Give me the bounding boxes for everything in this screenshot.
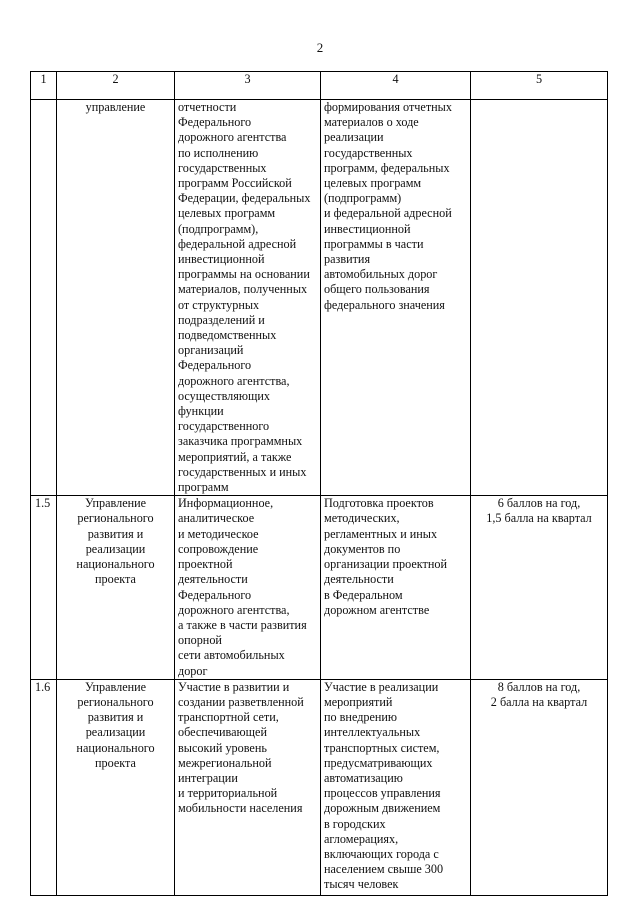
- cell-text-line: предусматривающих: [324, 755, 433, 770]
- cell-text-line: проекта: [95, 572, 136, 587]
- row-number-cell: 1.6: [31, 679, 57, 895]
- cell-text-line: интеллектуальных: [324, 725, 421, 740]
- cell-text-line: государственных: [324, 145, 413, 160]
- header-cell: 2: [57, 72, 175, 100]
- cell-text-line: агломерациях,: [324, 831, 399, 846]
- header-cell: 3: [175, 72, 321, 100]
- cell-text-line: сопровождение: [178, 541, 259, 556]
- cell-text-line: подразделений и: [178, 312, 265, 327]
- cell-text-line: Подготовка проектов: [324, 496, 434, 511]
- department-cell: [57, 100, 175, 496]
- criteria-table: [30, 71, 608, 896]
- cell-text-line: а также в части развития: [178, 617, 307, 632]
- cell-text-line: материалов, полученных: [178, 282, 308, 297]
- cell-text-line: организаций: [178, 343, 244, 358]
- cell-text-line: дорожном агентстве: [324, 602, 430, 617]
- function-cell: [175, 100, 321, 496]
- cell-text-line: Федерального: [178, 587, 252, 602]
- criterion-cell: [321, 496, 471, 679]
- cell-text-line: в городских: [324, 816, 386, 831]
- cell-text-line: развития: [324, 252, 371, 267]
- cell-text-line: национального: [76, 740, 155, 755]
- department-cell: [57, 679, 175, 895]
- table-row: [31, 679, 608, 895]
- cell-text-line: национального: [76, 557, 155, 572]
- cell-text-line: реализации: [324, 130, 384, 145]
- cell-text-line: процессов управления: [324, 786, 441, 801]
- cell-text-line: создании разветвленной: [178, 694, 304, 709]
- cell-text-line: и методическое: [178, 526, 259, 541]
- cell-text-line: 2 балла на квартал: [490, 694, 588, 709]
- cell-text-line: Управление: [84, 679, 147, 694]
- cell-text-line: организации проектной: [324, 557, 447, 572]
- cell-text-line: включающих города с: [324, 846, 439, 861]
- cell-text-line: дорожного агентства,: [178, 373, 290, 388]
- cell-text-line: Управление: [84, 496, 147, 511]
- cell-text-line: от структурных: [178, 297, 260, 312]
- cell-text-line: общего пользования: [324, 282, 430, 297]
- cell-text-line: реализации: [85, 725, 146, 740]
- cell-text-line: инвестиционной: [178, 252, 265, 267]
- cell-text-line: транспортной сети,: [178, 710, 279, 725]
- criterion-cell: [321, 679, 471, 895]
- cell-text-line: целевых программ: [324, 176, 422, 191]
- cell-text-line: Участие в реализации: [324, 679, 439, 694]
- cell-text-line: тысяч человек: [324, 877, 399, 892]
- cell-text-line: высокий уровень: [178, 740, 267, 755]
- cell-text-line: мероприятий, а также: [178, 449, 292, 464]
- cell-text-line: в Федеральном: [324, 587, 403, 602]
- cell-text-line: реализации: [85, 541, 146, 556]
- cell-text-line: Информационное,: [178, 496, 274, 511]
- cell-text-line: осуществляющих: [178, 388, 270, 403]
- cell-text-line: Участие в развитии и: [178, 679, 290, 694]
- cell-text-line: заказчика программных: [178, 434, 303, 449]
- cell-text-line: мероприятий: [324, 694, 393, 709]
- cell-text-line: регионального: [77, 694, 154, 709]
- cell-text-line: аналитическое: [178, 511, 255, 526]
- cell-text-line: и территориальной: [178, 786, 278, 801]
- function-cell: [175, 496, 321, 679]
- cell-text-line: программ: [178, 480, 229, 495]
- row-number-cell: 1.5: [31, 496, 57, 679]
- department-cell: [57, 496, 175, 679]
- cell-text-line: методических,: [324, 511, 400, 526]
- cell-text-line: автомобильных дорог: [324, 267, 438, 282]
- cell-text-line: отчетности: [178, 100, 237, 114]
- cell-text-line: управление: [85, 100, 146, 114]
- cell-text-line: межрегиональной: [178, 755, 272, 770]
- cell-text-line: обеспечивающей: [178, 725, 267, 740]
- cell-text-line: транспортных систем,: [324, 740, 440, 755]
- cell-text-line: (подпрограмм): [324, 191, 402, 206]
- cell-text-line: населением свыше 300: [324, 862, 444, 877]
- header-cell: 1: [31, 72, 57, 100]
- cell-text-line: 6 баллов на год,: [497, 496, 581, 511]
- cell-text-line: сети автомобильных: [178, 648, 285, 663]
- cell-text-line: инвестиционной: [324, 221, 411, 236]
- table-row: [31, 100, 608, 496]
- cell-text-line: регионального: [77, 511, 154, 526]
- cell-text-line: деятельности: [178, 572, 248, 587]
- cell-text-line: государственных: [178, 160, 267, 175]
- cell-text-line: Федерального: [178, 358, 252, 373]
- cell-text-line: дорог: [178, 663, 208, 678]
- cell-text-line: федеральной адресной: [178, 236, 297, 251]
- cell-text-line: проекта: [95, 755, 136, 770]
- cell-text-line: Федерации, федеральных: [178, 191, 311, 206]
- cell-text-line: государственных и иных: [178, 464, 307, 479]
- cell-text-line: 1,5 балла на квартал: [486, 511, 592, 526]
- cell-text-line: и федеральной адресной: [324, 206, 452, 221]
- criterion-cell: [321, 100, 471, 496]
- cell-text-line: функции: [178, 404, 224, 419]
- table-header-row: [31, 72, 608, 100]
- cell-text-line: государственного: [178, 419, 270, 434]
- cell-text-line: по исполнению: [178, 145, 259, 160]
- cell-text-line: развития и: [87, 710, 144, 725]
- cell-text-line: развития и: [87, 526, 144, 541]
- cell-text-line: дорожного агентства,: [178, 602, 290, 617]
- cell-text-line: проектной: [178, 557, 233, 572]
- cell-text-line: регламентных и иных: [324, 526, 438, 541]
- cell-text-line: мобильности населения: [178, 801, 303, 816]
- cell-text-line: программ Российской: [178, 176, 292, 191]
- cell-text-line: формирования отчетных: [324, 100, 452, 114]
- cell-text-line: программы в части: [324, 236, 424, 251]
- cell-text-line: по внедрению: [324, 710, 398, 725]
- cell-text-line: деятельности: [324, 572, 394, 587]
- cell-text-line: материалов о ходе: [324, 115, 419, 130]
- cell-text-line: дорожным движением: [324, 801, 441, 816]
- cell-text-line: целевых программ: [178, 206, 276, 221]
- cell-text-line: опорной: [178, 633, 222, 648]
- cell-text-line: программ, федеральных: [324, 160, 450, 175]
- cell-text-line: документов по: [324, 541, 401, 556]
- cell-text-line: автоматизацию: [324, 770, 403, 785]
- cell-text-line: (подпрограмм),: [178, 221, 259, 236]
- row-number-cell: [31, 100, 57, 496]
- cell-text-line: программы на основании: [178, 267, 310, 282]
- cell-text-line: федерального значения: [324, 297, 445, 312]
- page-number: 2: [316, 40, 324, 55]
- score-cell: [471, 679, 608, 895]
- cell-text-line: интеграции: [178, 770, 238, 785]
- table-row: [31, 496, 608, 679]
- cell-text-line: подведомственных: [178, 328, 277, 343]
- header-cell: 4: [321, 72, 471, 100]
- function-cell: [175, 679, 321, 895]
- header-cell: 5: [471, 72, 608, 100]
- cell-text-line: Федерального: [178, 115, 252, 130]
- cell-text-line: 8 баллов на год,: [497, 679, 581, 694]
- score-cell: [471, 496, 608, 679]
- cell-text-line: дорожного агентства: [178, 130, 287, 145]
- score-cell: [471, 100, 608, 496]
